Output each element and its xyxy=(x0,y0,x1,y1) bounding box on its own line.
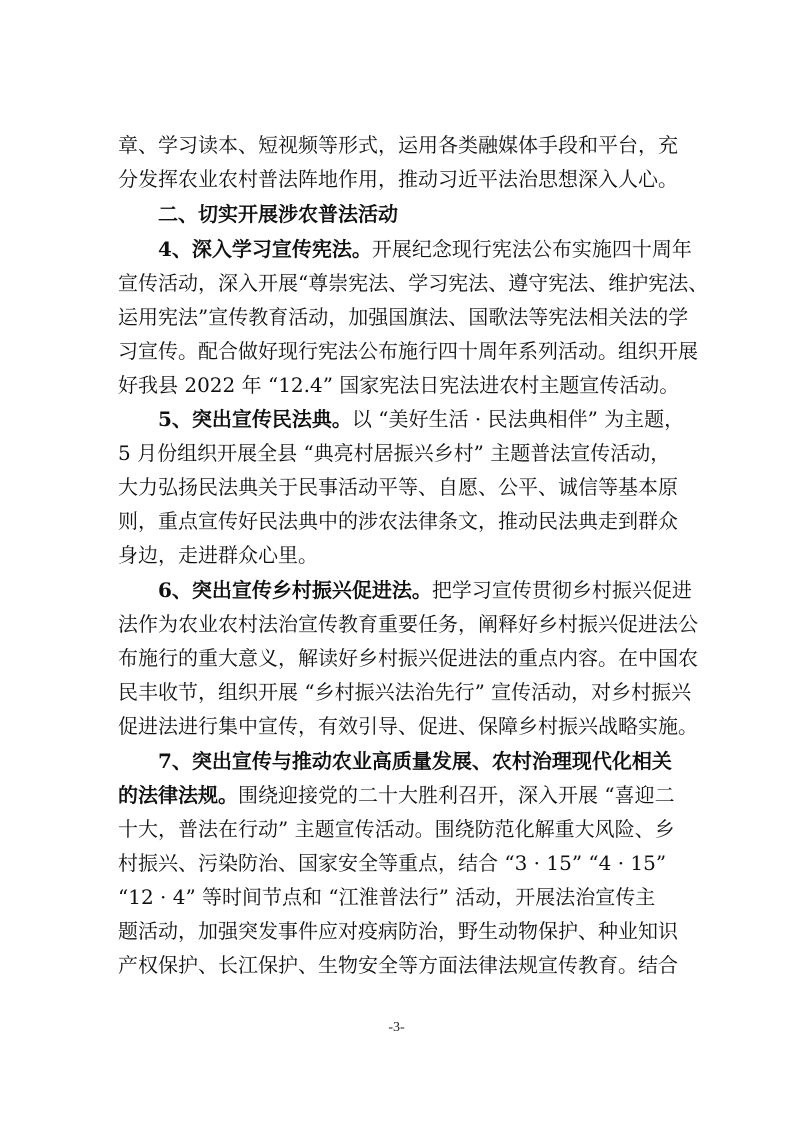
paragraph-line xyxy=(118,645,698,671)
section-heading-text: 二、切实开展涉农普法活动 xyxy=(158,202,398,226)
paragraph-line xyxy=(118,132,698,158)
paragraph-line xyxy=(118,338,698,364)
paragraph-line xyxy=(118,918,698,944)
line-text: 好我县 2022 年 “12.4” 国家宪法日宪法进农村主题宣传活动。 xyxy=(118,373,680,397)
paragraph-line xyxy=(118,679,698,705)
paragraph-line xyxy=(118,952,698,978)
paragraph-line xyxy=(118,816,698,842)
line-text: 身边，走进群众心里。 xyxy=(118,543,318,567)
paragraph-line xyxy=(118,166,698,192)
line-text: 开展纪念现行宪法公布实施四十周年 xyxy=(371,237,692,261)
line-text: 产权保护、长江保护、生物安全等方面法律法规宣传教育。结合 xyxy=(118,953,678,977)
line-text: 围绕迎接党的二十大胜利召开，深入开展 “喜迎二 xyxy=(238,783,675,807)
paragraph-line xyxy=(118,611,698,637)
paragraph-line xyxy=(118,474,698,500)
line-text: 习宣传。配合做好现行宪法公布施行四十周年系列活动。组织开展 xyxy=(118,339,698,363)
paragraph-line xyxy=(158,236,738,262)
paragraph-line xyxy=(118,372,698,398)
paragraph-line xyxy=(118,508,698,534)
line-text: “12 · 4” 等时间节点和 “江淮普法行” 活动，开展法治宣传主 xyxy=(118,885,656,909)
line-text: 把学习宣传贯彻乡村振兴促进 xyxy=(431,578,692,602)
paragraph-line xyxy=(158,577,738,603)
item-heading: 5、突出宣传民法典。 xyxy=(158,407,352,431)
line-text: 以 “美好生活 · 民法典相伴” 为主题， xyxy=(351,407,685,431)
line-text: 题活动，加强突发事件应对疫病防治，野生动物保护、种业知识 xyxy=(118,919,678,943)
paragraph-line xyxy=(118,713,698,739)
line-text: 宣传活动，深入开展“尊崇宪法、学习宪法、遵守宪法、维护宪法、 xyxy=(118,271,709,295)
line-text: 5 月份组织开展全县 “典亮村居振兴乡村” 主题普法宣传活动， xyxy=(118,441,671,465)
paragraph-line xyxy=(118,270,709,296)
paragraph-line xyxy=(158,748,738,774)
line-text: 法作为农业农村法治宣传教育重要任务，阐释好乡村振兴促进法公 xyxy=(118,612,698,636)
paragraph-line xyxy=(158,406,738,432)
item-heading: 的法律法规。 xyxy=(118,783,238,807)
line-text: 布施行的重大意义，解读好乡村振兴促进法的重点内容。在中国农 xyxy=(118,646,698,670)
section-heading xyxy=(158,201,738,227)
line-text: 分发挥农业农村普法阵地作用，推动习近平法治思想深入人心。 xyxy=(118,167,678,191)
item-heading: 6、突出宣传乡村振兴促进法。 xyxy=(158,578,432,602)
paragraph-line xyxy=(118,884,698,910)
line-text: 民丰收节，组织开展 “乡村振兴法治先行” 宣传活动，对乡村振兴 xyxy=(118,680,692,704)
line-text: 章、学习读本、短视频等形式，运用各类融媒体手段和平台，充 xyxy=(118,133,678,157)
item-heading: 7、突出宣传与推动农业高质量发展、农村治理现代化相关 xyxy=(158,749,672,773)
paragraph-line xyxy=(118,542,698,568)
line-text: 大力弘扬民法典关于民事活动平等、自愿、公平、诚信等基本原 xyxy=(118,475,678,499)
paragraph-line xyxy=(118,850,698,876)
paragraph-line xyxy=(118,304,698,330)
line-text: 十大，普法在行动” 主题宣传活动。围绕防范化解重大风险、乡 xyxy=(118,817,675,841)
line-text: 村振兴、污染防治、国家安全等重点，结合 “3 · 15” “4 · 15” xyxy=(118,851,667,875)
page-number: -3- xyxy=(388,1020,405,1035)
item-heading: 4、深入学习宣传宪法。 xyxy=(158,237,372,261)
line-text: 促进法进行集中宣传，有效引导、促进、保障乡村振兴战略实施。 xyxy=(118,714,698,738)
line-text: 则，重点宣传好民法典中的涉农法律条文，推动民法典走到群众 xyxy=(118,509,678,533)
paragraph-line xyxy=(118,782,698,808)
paragraph-line xyxy=(118,440,698,466)
line-text: 运用宪法”宣传教育活动，加强国旗法、国歌法等宪法相关法的学 xyxy=(118,305,689,329)
